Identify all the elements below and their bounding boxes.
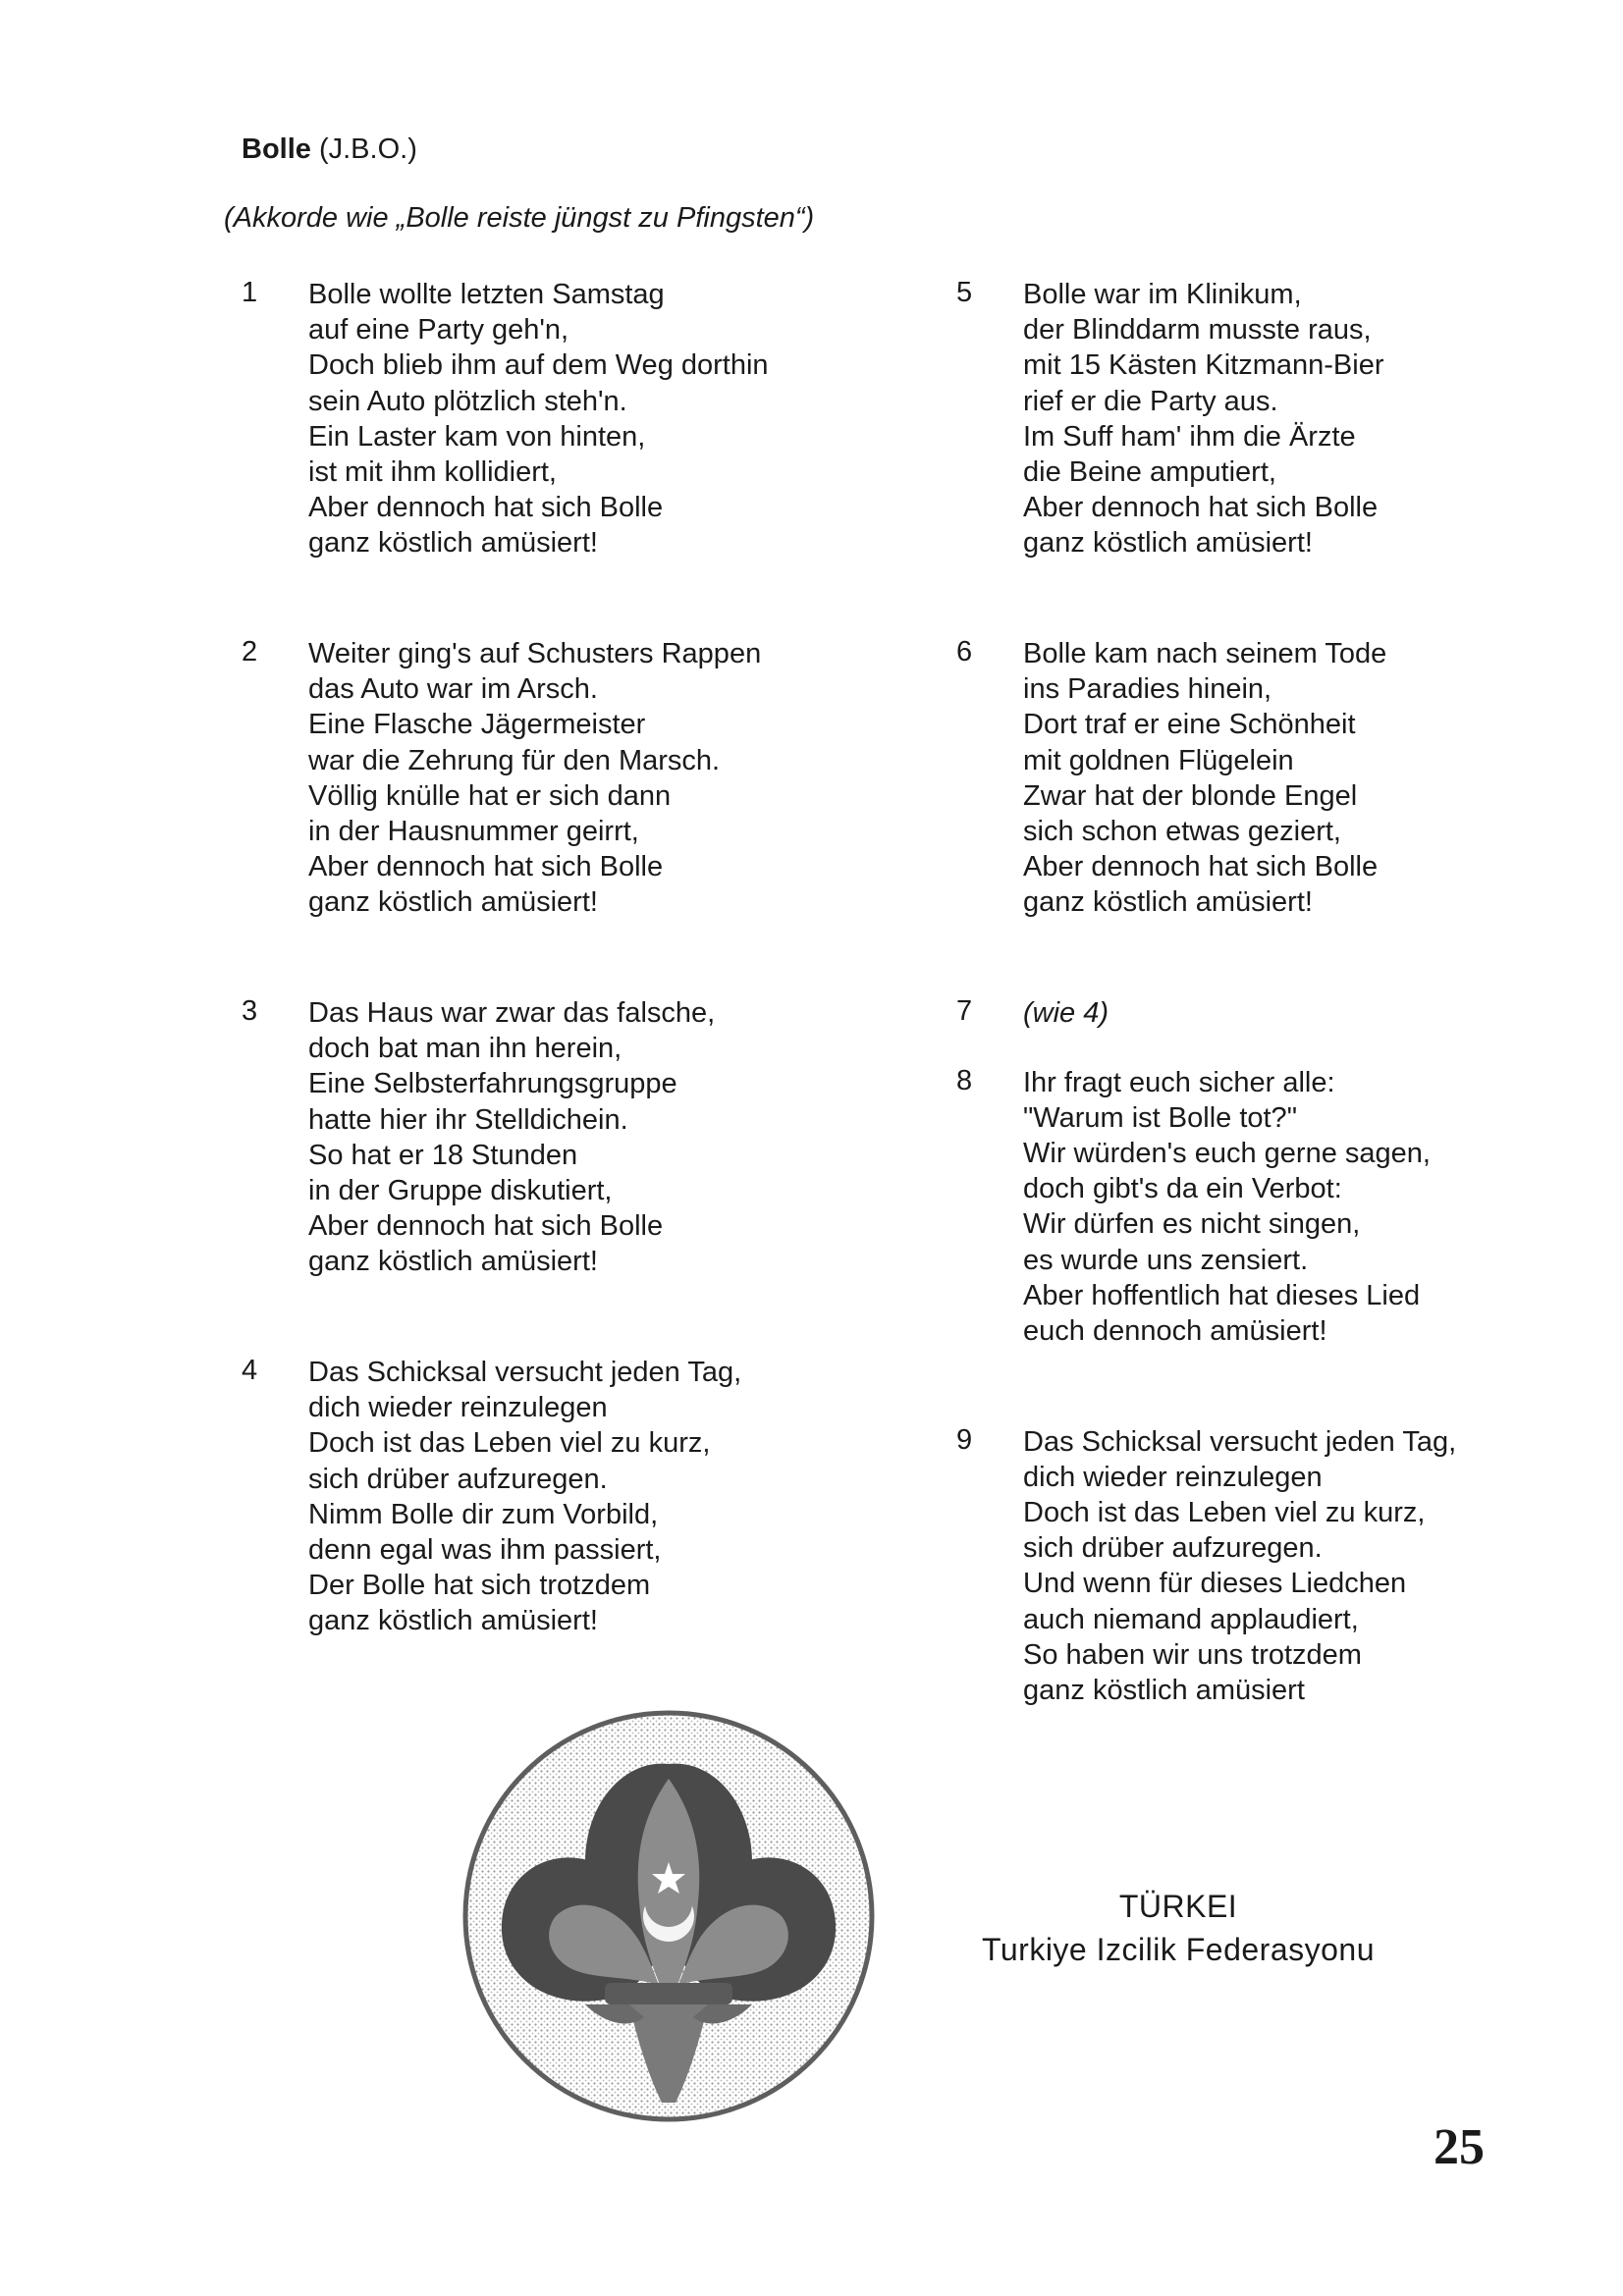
verse-line: Wir dürfen es nicht singen, <box>1023 1208 1361 1241</box>
verse-number: 4 <box>242 1355 258 1386</box>
verse-line: mit 15 Kästen Kitzmann-Bier <box>1023 349 1384 382</box>
verse-line: doch bat man ihn herein, <box>308 1033 622 1065</box>
verse-line: Nimm Bolle dir zum Vorbild, <box>308 1498 659 1530</box>
verse-line: das Auto war im Arsch. <box>308 673 598 706</box>
verse-line: denn egal was ihm passiert, <box>308 1534 662 1567</box>
verse-line: auch niemand applaudiert, <box>1023 1603 1359 1635</box>
verse-number: 3 <box>242 995 258 1027</box>
verse-line: Völlig knülle hat er sich dann <box>308 779 672 812</box>
verse-lines <box>1023 277 1623 561</box>
verse-line: (wie 4) <box>1023 997 1109 1029</box>
verse-line: Wir würden's euch gerne sagen, <box>1023 1137 1431 1169</box>
verse-line: So hat er 18 Stunden <box>308 1139 578 1171</box>
verse-line: Bolle kam nach seinem Tode <box>1023 638 1387 669</box>
verse-number: 7 <box>956 995 973 1027</box>
verse-line: Aber dennoch hat sich Bolle <box>308 851 664 883</box>
verse-line: Aber dennoch hat sich Bolle <box>308 1210 664 1243</box>
page-number: 25 <box>1434 2119 1485 2175</box>
chord-note: (Akkorde wie „Bolle reiste jüngst zu Pfingsten“) <box>224 202 815 234</box>
verse-6 <box>956 636 1623 921</box>
verse-line: Ihr fragt euch sicher alle: <box>1023 1066 1335 1098</box>
verse-5 <box>956 277 1623 561</box>
verse-line: in der Gruppe diskutiert, <box>308 1175 613 1207</box>
verse-line: Dort traf er eine Schönheit <box>1023 709 1356 741</box>
verse-line: ganz köstlich amüsiert! <box>308 1246 598 1278</box>
verse-3 <box>242 995 948 1280</box>
verse-line: Weiter ging's auf Schusters Rappen <box>308 638 762 669</box>
verse-line: Das Haus war zwar das falsche, <box>308 997 716 1029</box>
verse-number: 9 <box>956 1423 973 1456</box>
federation-name: Turkiye Izcilik Federasyonu <box>982 1932 1375 1967</box>
verse-line: sich drüber aufzuregen. <box>308 1463 608 1495</box>
verse-line: sich drüber aufzuregen. <box>1023 1532 1323 1565</box>
verse-lines <box>1023 636 1623 921</box>
verse-lines <box>1023 995 1623 1031</box>
verse-8 <box>956 1065 1623 1350</box>
verse-line: Das Schicksal versucht jeden Tag, <box>308 1357 742 1388</box>
verse-2 <box>242 636 948 921</box>
verse-number: 8 <box>956 1064 973 1096</box>
verse-line: Ein Laster kam von hinten, <box>308 420 646 453</box>
verse-line: Bolle wollte letzten Samstag <box>308 279 665 310</box>
verse-lines <box>308 995 948 1280</box>
verse-1 <box>242 277 948 561</box>
verse-line: ist mit ihm kollidiert, <box>308 456 557 489</box>
verse-line: ganz köstlich amüsiert! <box>308 886 598 919</box>
verse-line: die Beine amputiert, <box>1023 456 1276 489</box>
verse-9 <box>956 1424 1623 1709</box>
verse-line: Und wenn für dieses Liedchen <box>1023 1568 1407 1600</box>
verse-line: sich schon etwas geziert, <box>1023 816 1341 848</box>
verse-line: Das Schicksal versucht jeden Tag, <box>1023 1425 1457 1458</box>
verse-line: euch dennoch amüsiert! <box>1023 1315 1327 1347</box>
verse-line: Der Bolle hat sich trotzdem <box>308 1570 651 1602</box>
verse-line: Im Suff ham' ihm die Ärzte <box>1023 420 1356 453</box>
verse-line: Aber hoffentlich hat dieses Lied <box>1023 1279 1421 1311</box>
verse-line: ganz köstlich amüsiert! <box>1023 527 1313 560</box>
verse-line: ganz köstlich amüsiert! <box>308 527 598 560</box>
verse-line: war die Zehrung für den Marsch. <box>308 744 721 776</box>
verse-line: Doch blieb ihm auf dem Weg dorthin <box>308 349 769 382</box>
verse-line: ins Paradies hinein, <box>1023 673 1272 706</box>
verse-line: hatte hier ihr Stelldichein. <box>308 1103 628 1136</box>
country-block <box>884 1885 1473 1971</box>
verse-line: Aber dennoch hat sich Bolle <box>1023 851 1379 883</box>
verse-7 <box>956 995 1623 1031</box>
verse-number: 1 <box>242 277 258 308</box>
country-name: TÜRKEI <box>1118 1889 1238 1924</box>
verse-line: mit goldnen Flügelein <box>1023 744 1294 776</box>
verse-number: 6 <box>956 636 973 667</box>
verse-line: dich wieder reinzulegen <box>308 1392 608 1424</box>
song-title-artist: (J.B.O.) <box>310 133 417 165</box>
song-title <box>242 133 417 166</box>
verse-line: rief er die Party aus. <box>1023 385 1278 417</box>
verse-line: ganz köstlich amüsiert! <box>1023 886 1313 919</box>
verse-number: 5 <box>956 277 973 308</box>
verse-line: es wurde uns zensiert. <box>1023 1244 1309 1276</box>
verse-line: doch gibt's da ein Verbot: <box>1023 1173 1342 1205</box>
verse-line: Eine Flasche Jägermeister <box>308 709 646 741</box>
verse-line: "Warum ist Bolle tot?" <box>1023 1101 1297 1134</box>
verse-line: Bolle war im Klinikum, <box>1023 279 1302 310</box>
scout-emblem-icon <box>458 1705 880 2127</box>
verse-line: Aber dennoch hat sich Bolle <box>308 492 664 524</box>
verse-line: ganz köstlich amüsiert <box>1023 1675 1305 1706</box>
verse-lines <box>308 636 948 921</box>
verse-line: sein Auto plötzlich steh'n. <box>308 385 627 417</box>
verse-line: So haben wir uns trotzdem <box>1023 1638 1362 1671</box>
verse-line: Doch ist das Leben viel zu kurz, <box>1023 1496 1426 1528</box>
verse-line: Eine Selbsterfahrungsgruppe <box>308 1068 677 1100</box>
song-title-name: Bolle <box>242 133 311 165</box>
verse-line: ganz köstlich amüsiert! <box>308 1605 598 1637</box>
verse-lines <box>1023 1424 1623 1709</box>
verse-line: in der Hausnummer geirrt, <box>308 816 639 848</box>
verse-line: Zwar hat der blonde Engel <box>1023 779 1358 812</box>
verse-number: 2 <box>242 636 258 667</box>
verse-line: der Blinddarm musste raus, <box>1023 314 1372 347</box>
verse-line: dich wieder reinzulegen <box>1023 1461 1323 1493</box>
verse-lines <box>308 1355 948 1639</box>
verse-line: Doch ist das Leben viel zu kurz, <box>308 1427 711 1460</box>
verse-line: auf eine Party geh'n, <box>308 314 569 347</box>
verse-lines <box>308 277 948 561</box>
verse-line: Aber dennoch hat sich Bolle <box>1023 492 1379 524</box>
verse-lines <box>1023 1065 1623 1350</box>
verse-4 <box>242 1355 948 1639</box>
